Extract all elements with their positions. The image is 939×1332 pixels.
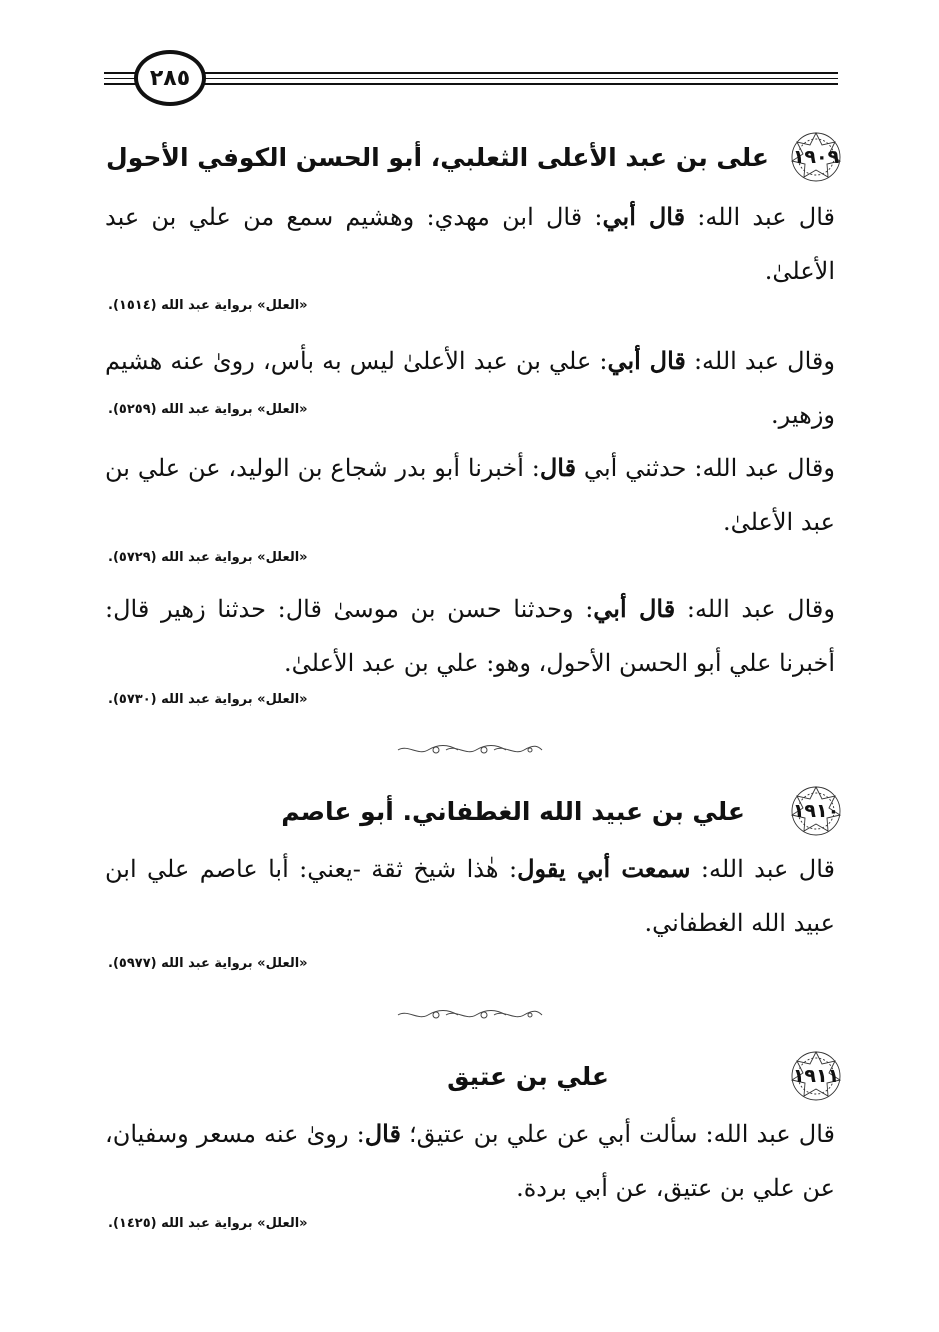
header-rule [104,72,838,74]
paragraph-text: قال عبد الله: سألت أبي عن علي بن عتيق؛ [400,1120,835,1148]
paragraph-text: : وحدثنا حسن بن موسىٰ قال: حدثنا زهير قال: أخبرنا علي أبو الحسن الأحول، وهو: علي بن عبد الأعلىٰ. [105,595,835,677]
paragraph-text: : أخبرنا أبو بدر شجاع بن الوليد، عن علي بن عبد الأعلىٰ. [105,454,835,536]
paragraph-text: : علي بن عبد الأعلىٰ ليس به بأس، رویٰ عنه هشيم وزهير. [105,347,835,429]
paragraph-text: قال عبد الله: [685,203,835,231]
entry-paragraph [105,1107,835,1215]
paragraph-text: قال عبد الله: [690,855,835,883]
entry-paragraph [105,441,835,549]
entry-title: على بن عبد الأعلى الثعلبي، أبو الحسن الكوفي الأحول [106,142,769,172]
entry-number: ١٩١٠ [792,800,840,822]
source-citation: «العلل» برواية عبد الله (١٥١٤). [108,298,308,313]
paragraph-text: : رویٰ عنه مسعر وسفيان، عن علي بن عتيق، عن أبي بردة. [105,1120,835,1202]
entry-number: ١٩١١ [792,1065,840,1087]
paragraph-bold-text: قال أبي [607,346,686,375]
source-citation: «العلل» برواية عبد الله (٥٧٣٠). [108,692,308,707]
entry-title: علي بن عبيد الله الغطفاني. أبو عاصم [281,796,745,826]
entry-heading [447,1049,843,1103]
entry-paragraph [105,190,835,298]
entry-number-medallion [789,130,843,184]
ornamental-divider-icon [396,1008,544,1022]
source-citation: «العلل» برواية عبد الله (١٤٢٥). [108,1216,308,1231]
entry-paragraph [105,842,835,950]
paragraph-bold-text: قال [539,453,577,482]
source-citation: «العلل» برواية عبد الله (٥٩٧٧). [108,956,308,971]
entry-number-medallion [789,784,843,838]
entry-heading [281,784,843,838]
paragraph-bold-text: سمعت أبي يقول [517,854,691,883]
page-header [104,50,838,110]
entry-number: ١٩٠٩ [792,146,840,168]
entry-heading [106,130,843,184]
entry-title: علي بن عتيق [447,1061,609,1091]
page-number-badge [134,50,206,106]
source-citation: «العلل» برواية عبد الله (٥٧٢٩). [108,550,308,565]
header-rule [104,78,838,79]
paragraph-text: وقال عبد الله: [685,347,835,375]
ornamental-divider-icon [396,743,544,757]
paragraph-text: وقال عبد الله: [675,595,835,623]
paragraph-text: وقال عبد الله: حدثني أبي [576,454,835,482]
paragraph-text: : هٰذا شيخ ثقة -يعني: أبا عاصم علي ابن عبيد الله الغطفاني. [105,855,835,937]
entry-number-medallion [789,1049,843,1103]
paragraph-bold-text: قال [364,1119,401,1148]
source-citation: «العلل» برواية عبد الله (٥٢٥٩). [108,402,308,417]
paragraph-bold-text: قال أبي [593,594,676,623]
header-rule [104,83,838,85]
entry-paragraph [105,334,835,442]
paragraph-bold-text: قال أبي [602,202,686,231]
paragraph-text: : قال ابن مهدي: وهشيم سمع من علي بن عبد الأعلىٰ. [105,203,835,285]
entry-paragraph [105,582,835,690]
page-number: ٢٨٥ [149,65,191,91]
